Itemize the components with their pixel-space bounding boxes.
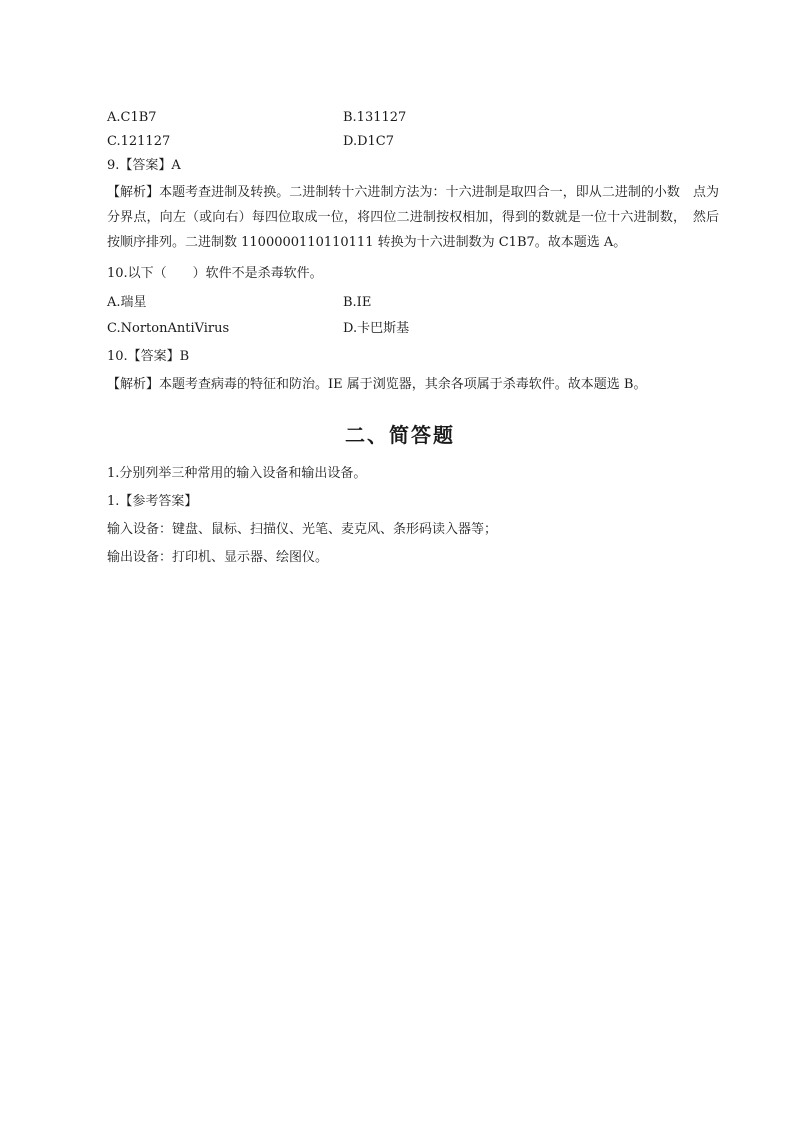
q10-option-c: C.NortonAntiVirus	[107, 321, 230, 336]
short-answer-question: 1.分别列举三种常用的输入设备和输出设备。	[107, 466, 367, 481]
option-b: B.131127	[343, 110, 407, 125]
q10-option-b: B.IE	[343, 295, 372, 310]
q9-answer: 9.【答案】A	[107, 158, 181, 173]
q10-question: 10.以下（ ）软件不是杀毒软件。	[107, 266, 323, 281]
output-devices-answer: 输出设备：打印机、显示器、绘图仪。	[107, 550, 329, 565]
q9-analysis: 【解析】本题考查进制及转换。二进制转十六进制方法为：十六进制是取四合一，即从二进制的小数 点为分界点，向左（或向右）每四位取成一位，将四位二进制按权相加，得到的数就是一位十六进制数， 然后按顺序排列。二进制数 1100000110110111 转换为十六进制数为 C1B7。故本题选 A。	[107, 185, 719, 250]
q10-answer: 10.【答案】B	[107, 349, 190, 364]
option-a: A.C1B7	[107, 110, 157, 125]
reference-answer-label: 1.【参考答案】	[107, 494, 198, 509]
q10-option-a: A.瑞星	[107, 295, 147, 310]
option-d: D.D1C7	[343, 134, 395, 149]
input-devices-answer: 输入设备：键盘、鼠标、扫描仪、光笔、麦克风、条形码读入器等；	[107, 522, 498, 537]
option-c: C.121127	[107, 134, 171, 149]
q10-option-d: D.卡巴斯基	[343, 321, 410, 336]
section-heading: 二、简答题	[345, 423, 455, 447]
q10-analysis: 【解析】本题考查病毒的特征和防治。IE 属于浏览器，其余各项属于杀毒软件。故本题选 B。	[107, 377, 647, 392]
